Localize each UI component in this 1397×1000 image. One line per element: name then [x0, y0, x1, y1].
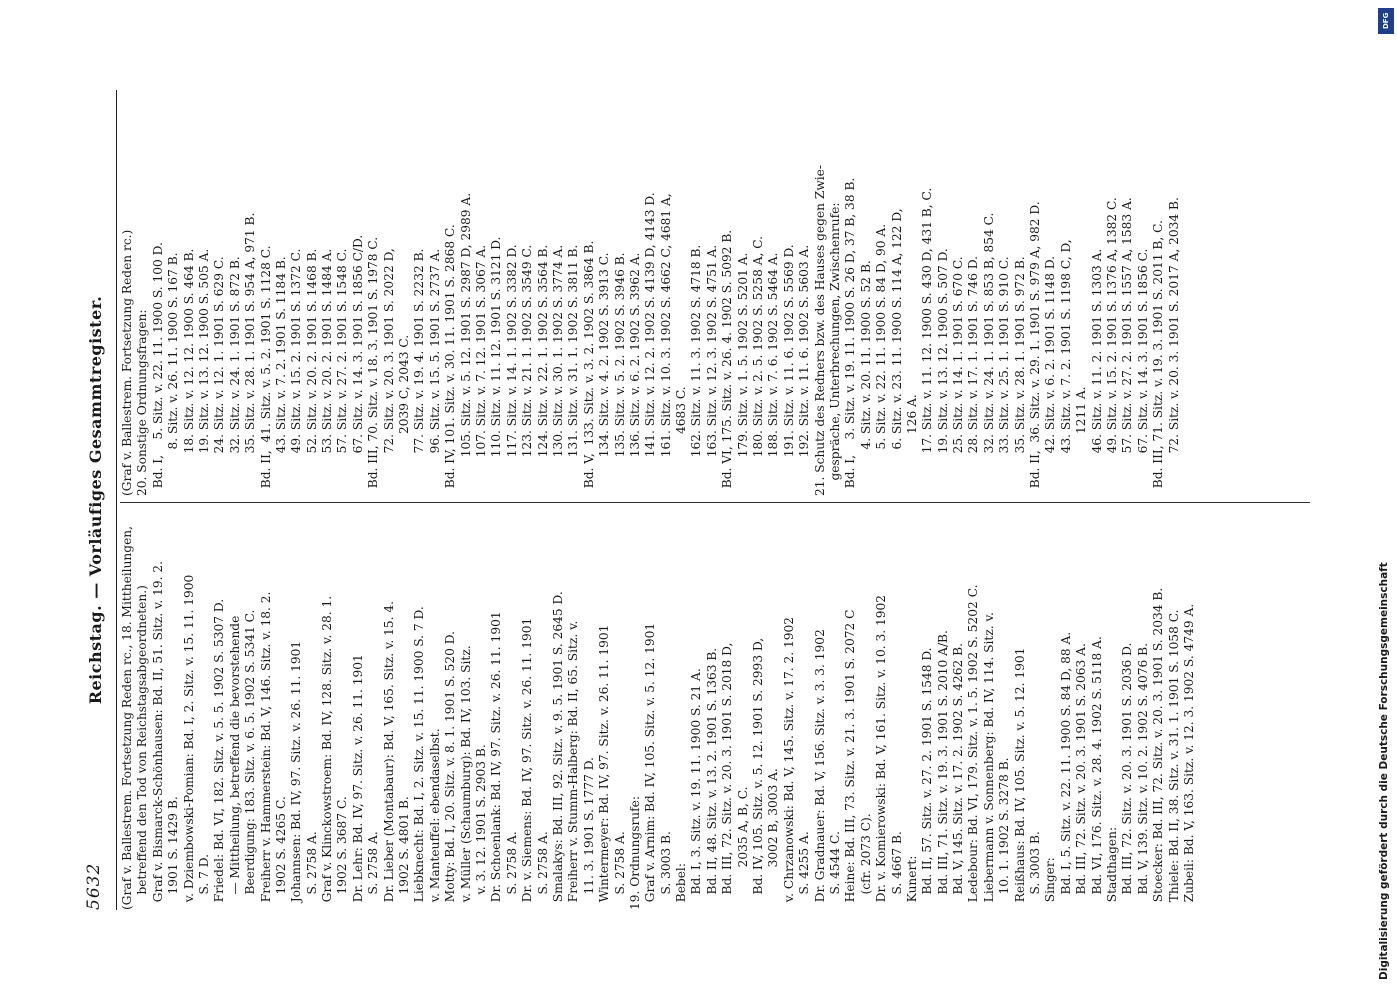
register-line: 117. Sitz. v. 14. 1. 1902 S. 3382 D. [504, 244, 519, 496]
register-line: S. 4544 C. [827, 831, 842, 910]
register-line: 77. Sitz. v. 19. 4. 1901 S. 2232 B. [412, 248, 427, 496]
register-line: 33. Sitz. v. 25. 1. 1901 S. 910 C. [997, 256, 1012, 496]
register-line: Bebel: [674, 863, 689, 910]
page-header: Reichstag. — Vorläufiges Gesammtregister. [86, 295, 105, 705]
register-line: Ledebour: Bd. VI, 179. Sitz. v. 1. 5. 1902 S. 5202 C. [966, 584, 981, 910]
register-line: Zubeil: Bd. V, 163. Sitz. v. 12. 3. 1902 S. 4749 A. [1181, 603, 1196, 910]
register-line: — Mittheilung, betreffend die bevorstehende [227, 615, 242, 910]
register-line: Liebermann v. Sonnenberg: Bd. IV, 114. Sitz. v. [981, 612, 996, 910]
register-line: 67. Sitz. v. 14. 3. 1901 S. 1856 C. [1135, 248, 1150, 496]
register-line: 1211 A. [1074, 386, 1089, 496]
register-line: Wintermeyer: Bd. IV, 97. Sitz. v. 26. 11. 1901 [597, 624, 612, 910]
register-line: 124. Sitz. v. 22. 1. 1902 S. 3564 B. [535, 244, 550, 496]
register-line: 72. Sitz. v. 20. 3. 1901 S. 2017 A, 2034 B. [1166, 197, 1181, 496]
register-line: 180. Sitz. v. 2. 5. 1902 S. 5258 A, C. [751, 235, 766, 496]
register-line: v. 3. 12. 1901 S. 2903 B. [473, 744, 488, 910]
register-line: Johannsen: Bd. IV, 97. Sitz. v. 26. 11. 1901 [289, 640, 304, 910]
register-line: S. 4255 A. [797, 831, 812, 910]
register-line: v. Dziembowski-Pomian: Bd. I, 2. Sitz. v. 15. 11. 1900 [181, 574, 196, 910]
register-line: 53. Sitz. v. 20. 2. 1901 S. 1484 A. [320, 248, 335, 496]
register-line: S. 2758 A. [366, 831, 381, 910]
register-line: 5. Sitz. v. 22. 11. 1900 S. 84 D, 90 A. [874, 223, 889, 496]
register-line: 21. Schutz des Redners bzw. des Hauses gegen Zwie- [812, 165, 827, 496]
register-line: Beerdigung: 183. Sitz. v. 6. 5. 1902 S. 5341 C. [243, 609, 258, 910]
register-line: 107. Sitz. v. 7. 12. 1901 S. 3067 A. [473, 244, 488, 496]
register-line: 130. Sitz. v. 30. 1. 1902 S. 3774 A. [550, 244, 565, 496]
register-line: v. Chrzanowski: Bd. V, 145. Sitz. v. 17. 2. 1902 [781, 617, 796, 910]
register-line: 49. Sitz. v. 15. 2. 1901 S. 1376 A, 1382 C. [1105, 197, 1119, 496]
register-line: 188. Sitz. v. 7. 6. 1902 S. 5464 A. [766, 252, 781, 496]
register-line: 126 A. [904, 394, 919, 496]
register-line: Bd. IV, 105. Sitz. v. 5. 12. 1901 S. 2993 D, [751, 637, 766, 910]
register-line: Friedel: Bd. VI, 182. Sitz. v. 5. 5. 1902 S. 5307 D. [212, 598, 227, 910]
register-line: 67. Sitz. v. 14. 3. 1901 S. 1856 C/D. [350, 234, 365, 496]
register-line: betreffend den Tod von Reichstagsabgeordneten.) [135, 585, 150, 910]
register-line: Bd. III, 72. Sitz. v. 20. 3. 1901 S. 2018 D, [720, 642, 735, 910]
register-line: S. 2758 A. [504, 831, 519, 910]
register-line: (cfr. 2073 C). [858, 813, 873, 910]
register-line: Smalakys: Bd. III, 92. Sitz. v. 9. 5. 1901 S. 2645 D. [550, 591, 565, 910]
register-line: S. 2758 A. [612, 831, 627, 910]
register-line: Freiherr v. Stumm-Halberg: Bd. II, 65. Sitz. v. [566, 620, 581, 910]
register-line: Bd. I, 5. Sitz. v. 22. 11. 1900 S. 100 D. [150, 242, 165, 496]
register-line: Bd. VI, 175. Sitz. v. 26. 4. 1902 S. 5092 B. [720, 229, 735, 496]
register-line: 1901 S. 1429 B. [166, 796, 181, 910]
register-line: Bd. I, 5. Sitz. v. 22. 11. 1900 S. 84 D, 88 A. [1058, 631, 1073, 910]
register-line: 179. Sitz. v. 1. 5. 1902 S. 5201 A. [735, 252, 750, 496]
register-line: Bd. II, 48. Sitz. v. 13. 2. 1901 S. 1363 B. [704, 647, 719, 910]
register-line: Dr. Gradnauer: Bd. V, 156. Sitz. v. 3. 3. 1902 [812, 629, 827, 910]
register-line: S. 2758 A. [535, 831, 550, 910]
register-line: 52. Sitz. v. 20. 2. 1901 S. 1468 B. [304, 248, 319, 496]
register-line: Dr. v. Komierowski: Bd. V, 161. Sitz. v. 10. 3. 1902 [874, 594, 889, 910]
register-line: 8. Sitz. v. 26. 11. 1900 S. 167 B. [166, 252, 181, 496]
register-line: 35. Sitz. v. 28. 1. 1901 S. 972 B. [1012, 256, 1027, 496]
register-line: 2039 C, 2043 C. [397, 334, 412, 496]
register-line: Singer: [1043, 857, 1058, 910]
register-line: 18. Sitz. v. 12. 12. 1900 S. 464 B. [181, 248, 196, 496]
register-line: Bd. III, 72. Sitz. v. 20. 3. 1901 S. 2063 A. [1074, 643, 1089, 910]
dfg-logo: DFG [1378, 8, 1394, 34]
register-line: 1902 S. 4801 B. [397, 796, 412, 910]
register-line: Motty: Bd. I, 20. Sitz. v. 8. 1. 1901 S. 520 D. [443, 631, 458, 910]
register-line: 134. Sitz. v. 4. 2. 1902 S. 3913 C. [597, 252, 612, 496]
register-line: 163. Sitz. v. 12. 3. 1902 S. 4751 A. [704, 244, 719, 496]
register-line: 72. Sitz. v. 20. 3. 1901 S. 2022 D, [381, 248, 396, 496]
rotated-page [80, 90, 1320, 910]
register-line: Bd. III, 71. Sitz. v. 19. 3. 1901 S. 2011 B, C. [1151, 220, 1166, 496]
register-line: S. 3003 B. [658, 831, 673, 910]
register-line: Bd. VI, 176. Sitz. v. 28. 4. 1902 S. 5118 A. [1089, 636, 1104, 910]
left-column [120, 510, 1315, 910]
register-line: Graf v. Klinckowstroem: Bd. IV, 128. Sitz. v. 28. 1. [320, 595, 335, 910]
register-line: Bd. III, 72. Sitz. v. 20. 3. 1901 S. 2036 D. [1120, 642, 1135, 910]
register-line: 10. 1. 1902 S. 3278 B. [997, 757, 1012, 910]
register-line: gespräche, Unterbrechungen, Zwischenrufe: [827, 202, 842, 496]
register-line: Graf v. Arnim: Bd. IV, 105. Sitz. v. 5. 12. 1901 [643, 622, 658, 910]
register-line: 19. Ordnungsrufe: [627, 796, 642, 910]
page-number: 5632 [84, 862, 104, 910]
register-line: 19. Sitz. v. 13. 12. 1900 S. 505 A. [196, 248, 211, 496]
register-line: 57. Sitz. v. 27. 2. 1901 S. 1548 C. [335, 248, 350, 496]
register-line: Stoecker: Bd. III, 72. Sitz. v. 20. 3. 1901 S. 2034 B. [1151, 587, 1166, 910]
register-line: Kunert: [904, 855, 919, 910]
register-line: Reißhaus: Bd. IV, 105. Sitz. v. 5. 12. 1901 [1012, 647, 1027, 910]
register-line: Liebknecht: Bd. I, 2. Sitz. v. 15. 11. 1900 S. 7 D. [412, 606, 427, 910]
register-line: Bd. II, 57. Sitz. v. 27. 2. 1901 S. 1548 D. [920, 647, 935, 910]
register-line: v. Müller (Schaumburg): Bd. IV, 103. Sitz. [458, 645, 473, 910]
register-line: 20. Sonstige Ordnungsfragen: [135, 309, 150, 496]
register-line: 28. Sitz. v. 17. 1. 1901 S. 746 D. [966, 255, 981, 496]
register-line: 96. Sitz. v. 15. 5. 1901 S. 2737 A. [427, 248, 442, 496]
register-line: 42. Sitz. v. 6. 2. 1901 S. 1148 D. [1043, 255, 1058, 496]
register-line: Dr. Lehr: Bd. IV, 97. Sitz. v. 26. 11. 1901 [350, 654, 365, 910]
header-rule [116, 90, 117, 910]
register-line: 49. Sitz. v. 15. 2. 1901 S. 1372 C. [289, 248, 304, 496]
register-line: S. 3003 B. [1028, 831, 1043, 910]
register-line: 11. 3. 1901 S. 1777 D. [581, 757, 596, 910]
register-line: 162. Sitz. v. 11. 3. 1902 S. 4718 B. [689, 244, 704, 496]
register-line: 131. Sitz. v. 31. 1. 1902 S. 3811 B. [566, 244, 581, 496]
register-line: 2035 A, B, C. [735, 786, 750, 910]
register-line: S. 4667 B. [889, 831, 904, 910]
register-line: Bd. I, 3. Sitz. v. 19. 11. 1900 S. 26 D, 37 B, 38 B. [843, 177, 858, 496]
register-line: 24. Sitz. v. 12. 1. 1901 S. 629 C. [212, 256, 227, 496]
register-line: Stadthagen: [1105, 826, 1119, 910]
register-line: 3002 B, 3003 A. [766, 768, 781, 910]
register-line: Graf v. Bismarck-Schönhausen: Bd. II, 51. Sitz. v. 19. 2. [150, 560, 165, 910]
register-line: 192. Sitz. v. 11. 6. 1902 S. 5603 A. [797, 244, 812, 496]
register-line: Bd. II, 41. Sitz. v. 5. 2. 1901 S. 1128 C. [258, 245, 273, 496]
register-line: 141. Sitz. v. 12. 2. 1902 S. 4139 D, 4143 D. [643, 192, 658, 496]
register-line: 46. Sitz. v. 11. 2. 1901 S. 1303 A. [1089, 248, 1104, 496]
register-line: 57. Sitz. v. 27. 2. 1901 S. 1557 A, 1583 A. [1120, 197, 1135, 496]
register-line: Freiherr v. Hammerstein: Bd. V, 146. Sitz. v. 18. 2. [258, 591, 273, 910]
register-line: Dr. v. Siemens: Bd. IV, 97. Sitz. v. 26. 11. 1901 [520, 617, 535, 910]
register-line: 161. Sitz. v. 10. 3. 1902 S. 4662 C, 4681 A, [658, 193, 673, 496]
register-line: 4683 C. [674, 386, 689, 496]
register-line: 32. Sitz. v. 24. 1. 1901 S. 872 B. [227, 256, 242, 496]
register-line: Bd. III, 71. Sitz. v. 19. 3. 1901 S. 2010 A/B. [935, 630, 950, 910]
register-line: S. 7 D. [196, 854, 211, 910]
register-line: 6. Sitz. v. 23. 11. 1900 S. 114 A, 122 D, [889, 208, 904, 496]
register-line: 32. Sitz. v. 24. 1. 1901 S. 853 B, 854 C. [981, 212, 996, 496]
register-line: 1902 S. 4265 C. [273, 796, 288, 910]
register-line: Dr. Schoenlank: Bd. IV, 97. Sitz. v. 26. 11. 1901 [489, 611, 504, 910]
register-line: Heine: Bd. III, 73. Sitz. v. 21. 3. 1901 S. 2072 C [843, 609, 858, 910]
register-line: Bd. IV, 101. Sitz. v. 30. 11. 1901 S. 2868 C. [443, 224, 458, 496]
register-line: Bd. V, 133. Sitz. v. 3. 2. 1902 S. 3864 B. [581, 240, 596, 496]
register-line: 135. Sitz. v. 5. 2. 1902 S. 3946 B. [612, 252, 627, 496]
register-line: 35. Sitz. v. 28. 1. 1901 S. 954 A, 971 B. [243, 212, 258, 496]
register-line: 25. Sitz. v. 14. 1. 1901 S. 670 C. [951, 256, 966, 496]
register-line: Bd. I, 3. Sitz. v. 19. 11. 1900 S. 21 A. [689, 668, 704, 910]
register-line: Thiele: Bd. II, 38. Sitz. v. 31. 1. 1901 S. 1058 C. [1166, 609, 1181, 910]
register-line: 123. Sitz. v. 21. 1. 1902 S. 3549 C. [520, 244, 535, 496]
register-line: Bd. V, 145. Sitz. v. 17. 2. 1902 S. 4262 B. [951, 643, 966, 910]
register-line: 110. Sitz. v. 11. 12. 1901 S. 3121 D. [489, 236, 504, 496]
right-column [120, 96, 1315, 496]
register-line: 4. Sitz. v. 20. 11. 1900 S. 52 B. [858, 260, 873, 496]
register-line: Bd. V, 139. Sitz. v. 10. 2. 1902 S. 4076 B. [1135, 643, 1150, 910]
register-line: (Graf v. Ballestrem. Fortsetzung Reden rc.) [120, 229, 134, 496]
column-divider [120, 502, 1310, 503]
register-line: 105. Sitz. v. 5. 12. 1901 S. 2987 D, 2989 A. [458, 192, 473, 496]
register-line: v. Manteuffel: ebendaselbst. [427, 728, 442, 910]
register-line: S. 2758 A. [304, 831, 319, 910]
register-line: 43. Sitz. v. 7. 2. 1901 S. 1198 C, D, [1058, 239, 1073, 496]
digitization-note: Digitalisierung gefördert durch die Deutsche Forschungsgemeinschaft [1378, 562, 1390, 980]
register-line: 1902 S. 3687 C. [335, 796, 350, 910]
register-line: 43. Sitz. v. 7. 2. 1901 S. 1184 B. [273, 256, 288, 496]
register-line: 136. Sitz. v. 6. 2. 1902 S. 3962 A. [627, 252, 642, 496]
register-line: Bd. III, 70. Sitz. v. 18. 3. 1901 S. 1978 C. [366, 236, 381, 496]
register-line: 191. Sitz. v. 11. 6. 1902 S. 5569 D. [781, 244, 796, 496]
register-line: 19. Sitz. v. 13. 12. 1900 S. 507 D. [935, 248, 950, 496]
register-line: Dr. Lieber (Montabaur): Bd. V, 165. Sitz. v. 15. 4. [381, 600, 396, 910]
register-line: (Graf v. Ballestrem. Fortsetzung Reden rc., 18. Mittheilungen, [120, 525, 134, 910]
register-line: 17. Sitz. v. 11. 12. 1900 S. 430 D, 431 B, C. [920, 187, 935, 496]
register-line: Bd. II, 36. Sitz. v. 29. 1. 1901 S. 979 A, 982 D. [1028, 201, 1043, 496]
